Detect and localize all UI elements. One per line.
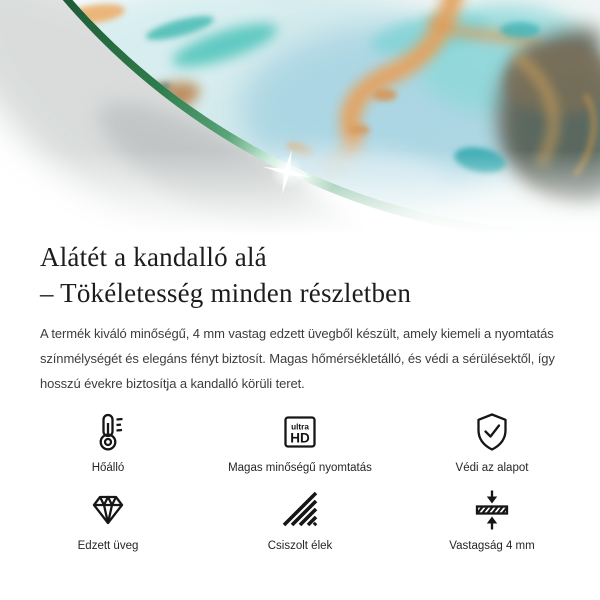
feature-label: Csiszolt élek — [267, 540, 333, 552]
feature-ultra-hd-print — [204, 410, 396, 474]
ultra-hd-icon — [278, 410, 322, 454]
features-grid — [12, 410, 588, 552]
feature-protects-base — [396, 410, 588, 474]
product-image — [0, 0, 600, 233]
feature-label: Edzett üveg — [77, 540, 139, 552]
glass-mat-photo — [0, 0, 600, 233]
svg-text:HD: HD — [290, 430, 310, 446]
beveled-edge-icon — [278, 488, 322, 532]
page-title — [40, 239, 560, 311]
feature-label: Magas minőségű nyomtatás — [228, 462, 372, 474]
description-line: színmélységét és elegáns fényt biztosít. Magas hőmérsékletálló, és védi a sérülésektől, így — [40, 351, 555, 366]
feature-label: Hőálló — [91, 462, 125, 474]
feature-label: Vastagság 4 mm — [449, 540, 535, 552]
feature-label: Védi az alapot — [455, 462, 529, 474]
title-line-2: – Tökéletesség minden részletben — [40, 278, 412, 308]
svg-text:ultra: ultra — [291, 422, 309, 432]
feature-thickness — [396, 488, 588, 552]
description-line: A termék kiváló minőségű, 4 mm vastag edzett üvegből készült, amely kiemeli a nyomtatás — [40, 326, 554, 341]
thermometer-icon — [86, 410, 130, 454]
title-line-1: Alátét a kandalló alá — [40, 242, 267, 272]
diamond-icon — [86, 488, 130, 532]
product-description — [40, 321, 560, 396]
thickness-compress-icon — [470, 488, 514, 532]
feature-polished-edges — [204, 488, 396, 552]
product-copy — [0, 239, 600, 552]
shield-check-icon — [470, 410, 514, 454]
feature-tempered-glass — [12, 488, 204, 552]
feature-heat-resistant — [12, 410, 204, 474]
description-line: hosszú évekre biztosítja a kandalló körüli teret. — [40, 376, 305, 391]
